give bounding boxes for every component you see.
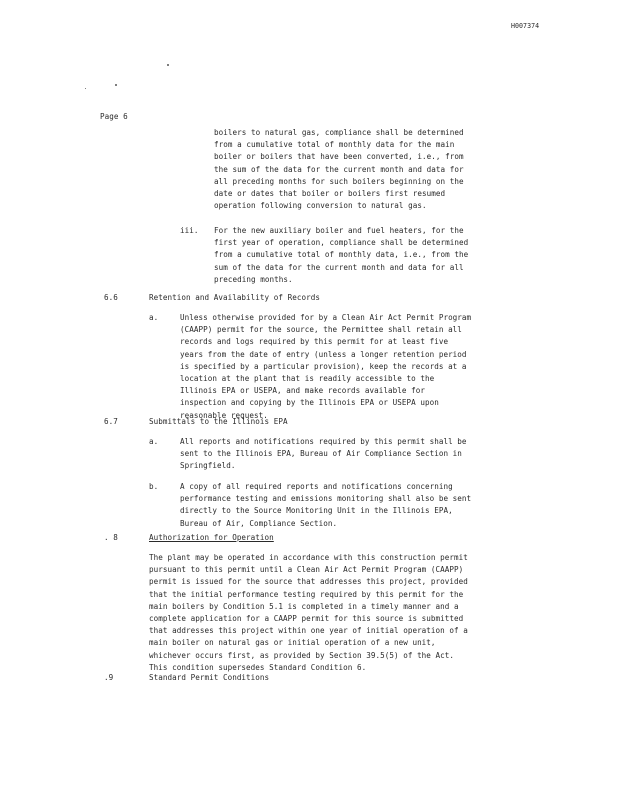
record-retention-line: Unless otherwise provided for by a Clean Air Act Permit Program bbox=[180, 313, 472, 322]
authorization-line: main boilers by Condition 5.1 is completed in a timely manner and a bbox=[149, 601, 459, 611]
section-6-7-a-label: a. bbox=[149, 437, 159, 446]
authorization-line: The plant may be operated in accordance with this construction permit bbox=[149, 553, 468, 562]
record-retention-line: location at the plant that is readily accessible to the bbox=[180, 373, 435, 383]
section-6-8-number: . 8 bbox=[104, 533, 118, 542]
section-6-8-text bbox=[149, 552, 468, 674]
section-6-7-number: 6.7 bbox=[104, 417, 118, 426]
section-6-6-heading: Retention and Availability of Records bbox=[149, 293, 321, 302]
section-6-7-heading: Submittals to the Illinois EPA bbox=[149, 417, 288, 426]
section-6-6-number: 6.6 bbox=[104, 293, 118, 302]
section-6-7-b-label: b. bbox=[149, 482, 159, 491]
item-iii-label: iii. bbox=[180, 226, 199, 235]
authorization-line: complete application for a CAAPP permit for this source is submitted bbox=[149, 613, 464, 623]
paragraph-line: boilers to natural gas, compliance shall be determined bbox=[214, 128, 464, 137]
record-retention-line: years from the date of entry (unless a longer retention period bbox=[180, 349, 467, 359]
continued-paragraph bbox=[214, 127, 464, 212]
item-iii-text bbox=[214, 225, 468, 286]
document-id: H007374 bbox=[511, 22, 540, 30]
section-6-7-a-text bbox=[180, 436, 467, 473]
authorization-line: main boiler on natural gas or initial operation of a new unit, bbox=[149, 638, 436, 648]
record-retention-line: reasonable request. bbox=[180, 410, 268, 420]
authorization-line: This condition supersedes Standard Condition 6. bbox=[149, 662, 367, 672]
scan-fleck bbox=[167, 64, 169, 66]
authorization-line: permit is issued for the source that addresses this project, provided bbox=[149, 577, 468, 587]
record-retention-line: is specified by a particular provision), keep the records at a bbox=[180, 361, 467, 371]
authorization-line: that the initial performance testing required by this permit for the bbox=[149, 589, 464, 599]
item-iii-line: preceding months. bbox=[214, 274, 293, 284]
submittal-line: directly to the Source Monitoring Unit in the Illinois EPA, bbox=[180, 506, 453, 516]
authorization-line: pursuant to this permit until a Clean Air Act Permit Program (CAAPP) bbox=[149, 565, 464, 575]
scan-fleck bbox=[115, 84, 117, 86]
section-6-7-b-text bbox=[180, 481, 471, 530]
item-iii-line: sum of the data for the current month and data for all bbox=[214, 262, 464, 272]
submittal-line: A copy of all required reports and notifications concerning bbox=[180, 482, 453, 491]
section-6-6-a-text bbox=[180, 312, 471, 422]
scan-fleck bbox=[85, 88, 86, 89]
record-retention-line: records and logs required by this permit for at least five bbox=[180, 337, 449, 347]
item-iii-line: For the new auxiliary boiler and fuel heaters, for the bbox=[214, 226, 464, 235]
submittal-line: sent to the Illinois EPA, Bureau of Air Compliance Section in bbox=[180, 449, 462, 459]
record-retention-line: Illinois EPA or USEPA, and make records available for bbox=[180, 386, 425, 396]
section-6-9-number: .9 bbox=[104, 673, 114, 682]
paragraph-line: all preceding months for such boilers beginning on the bbox=[214, 176, 464, 186]
submittal-line: Springfield. bbox=[180, 461, 236, 471]
section-6-8-heading: Authorization for Operation bbox=[149, 533, 274, 542]
record-retention-line: (CAAPP) permit for the source, the Permittee shall retain all bbox=[180, 325, 462, 335]
submittal-line: performance testing and emissions monitoring shall also be sent bbox=[180, 494, 472, 504]
section-6-9-heading: Standard Permit Conditions bbox=[149, 673, 270, 682]
item-iii-line: from a cumulative total of monthly data, i.e., from the bbox=[214, 250, 469, 260]
record-retention-line: inspection and copying by the Illinois EPA or USEPA upon bbox=[180, 398, 439, 408]
paragraph-line: from a cumulative total of monthly data for the main bbox=[214, 140, 455, 150]
paragraph-line: boiler or boilers that have been converted, i.e., from bbox=[214, 152, 464, 162]
paragraph-line: operation following conversion to natural gas. bbox=[214, 201, 427, 211]
paragraph-line: the sum of the data for the current month and data for bbox=[214, 164, 464, 174]
page-label: Page 6 bbox=[100, 112, 128, 121]
section-6-6-a-label: a. bbox=[149, 313, 159, 322]
paragraph-line: date or dates that boiler or boilers first resumed bbox=[214, 188, 446, 198]
submittal-line: Bureau of Air, Compliance Section. bbox=[180, 518, 338, 528]
authorization-line: that addresses this project within one year of initial operation of a bbox=[149, 626, 468, 636]
submittal-line: All reports and notifications required by this permit shall be bbox=[180, 437, 467, 446]
item-iii-line: first year of operation, compliance shall be determined bbox=[214, 238, 469, 248]
authorization-line: whichever occurs first, as provided by Section 39.5(5) of the Act. bbox=[149, 650, 455, 660]
